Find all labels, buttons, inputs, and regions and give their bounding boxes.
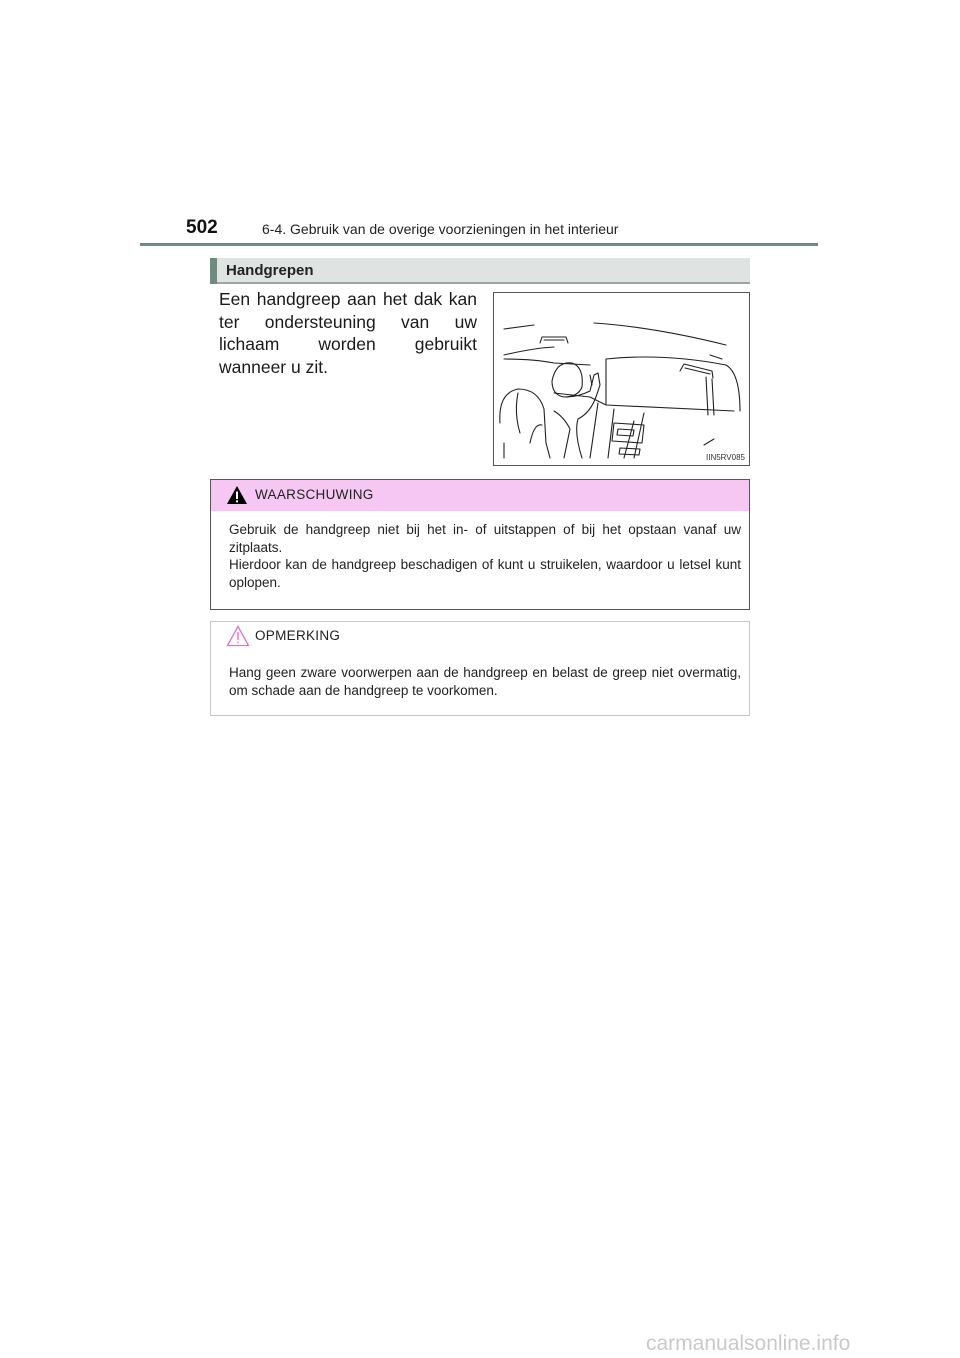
page-number: 502	[186, 217, 218, 238]
header-divider	[140, 243, 818, 246]
notice-triangle-icon	[226, 625, 250, 652]
notice-title: OPMERKING	[255, 628, 341, 643]
notice-paragraph: Hang geen zware voorwerpen aan de handgreep en belast de greep niet overmatig, om schade aan de handgreep te voorkomen.	[229, 665, 741, 698]
section-accent-bar	[210, 258, 217, 284]
car-interior-drawing	[494, 293, 750, 466]
warning-header	[211, 480, 749, 511]
assist-grip-illustration	[493, 292, 750, 466]
section-title: Handgrepen	[226, 262, 314, 279]
watermark: carmanualsonline.info	[646, 1332, 851, 1355]
notice-body	[229, 664, 741, 699]
warning-paragraph: Hierdoor kan de handgreep beschadigen of kunt u struikelen, waardoor u letsel kunt oplopen.	[229, 557, 741, 590]
warning-paragraph: Gebruik de handgreep niet bij het in- of uitstappen of bij het opstaan vanaf uw zitplaats.	[229, 522, 741, 555]
warning-triangle-icon	[226, 485, 248, 510]
warning-title: WAARSCHUWING	[255, 487, 374, 502]
chapter-title: 6-4. Gebruik van de overige voorzieningen in het interieur	[262, 221, 619, 237]
figure-code: IIN5RV085	[706, 453, 745, 462]
section-body-text: Een handgreep aan het dak kan ter ondersteuning van uw lichaam worden gebruikt wanneer u zit.	[219, 289, 477, 377]
warning-box	[210, 479, 750, 610]
notice-box	[210, 621, 750, 716]
section-heading	[210, 258, 750, 284]
warning-body	[229, 521, 741, 591]
